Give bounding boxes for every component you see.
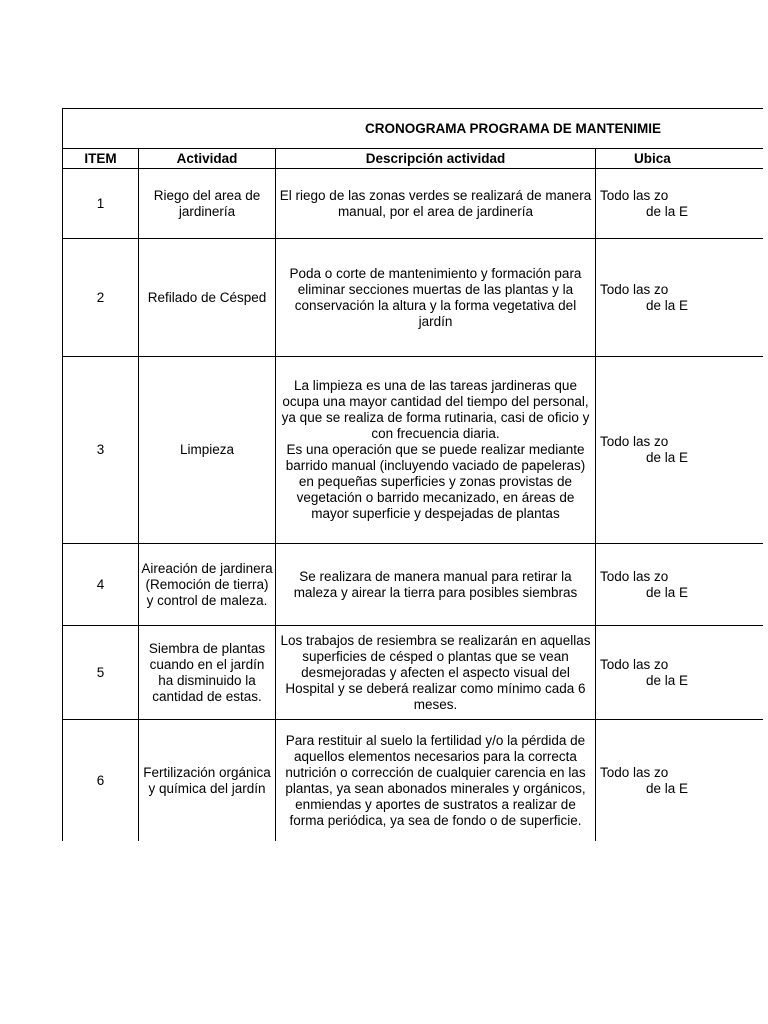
location-line: de la E bbox=[646, 203, 689, 219]
location-cell bbox=[596, 544, 763, 626]
header-location: Ubica bbox=[596, 149, 763, 169]
location-line: de la E bbox=[646, 672, 689, 688]
header-activity: Actividad bbox=[139, 149, 276, 169]
description-cell: Poda o corte de mantenimiento y formación para eliminar secciones muertas de las plantas y la conservación la altura y la forma vegetativa del jardín bbox=[276, 239, 596, 357]
description-paragraph: Es una operación que se puede realizar mediante barrido manual (incluyendo vaciado de papeleras) en pequeñas superficies y zonas provistas de vegetación o barrido mecanizado, en áreas de mayor superficie y despejadas de plantas bbox=[285, 442, 586, 521]
table-row bbox=[63, 357, 763, 544]
location-line: Todo las zo bbox=[600, 434, 669, 449]
activity-cell: Refilado de Césped bbox=[139, 239, 276, 357]
schedule-title: CRONOGRAMA PROGRAMA DE MANTENIMIE bbox=[63, 109, 763, 149]
location-cell bbox=[596, 239, 763, 357]
activity-cell: Siembra de plantas cuando en el jardín ha disminuido la cantidad de estas. bbox=[139, 626, 276, 720]
table-row bbox=[63, 169, 763, 239]
header-row bbox=[63, 149, 763, 169]
maintenance-schedule-table bbox=[62, 108, 763, 841]
activity-cell: Riego del area de jardinería bbox=[139, 169, 276, 239]
location-line: Todo las zo bbox=[600, 281, 669, 297]
location-line: Todo las zo bbox=[600, 656, 669, 672]
location-line: de la E bbox=[646, 584, 689, 600]
spreadsheet-page bbox=[62, 108, 768, 841]
item-number: 6 bbox=[63, 720, 139, 842]
location-line: de la E bbox=[646, 780, 689, 796]
location-line: Todo las zo bbox=[600, 187, 669, 203]
header-item: ITEM bbox=[63, 149, 139, 169]
location-line: de la E bbox=[646, 297, 689, 313]
location-line: Todo las zo bbox=[600, 568, 669, 584]
activity-cell: Fertilización orgánica y química del jardín bbox=[139, 720, 276, 842]
table-row bbox=[63, 626, 763, 720]
location-cell bbox=[596, 357, 763, 544]
description-cell bbox=[276, 357, 596, 544]
activity-cell: Limpieza bbox=[139, 357, 276, 544]
table-row bbox=[63, 544, 763, 626]
description-cell: Para restituir al suelo la fertilidad y/o la pérdida de aquellos elementos necesarios para la correcta nutrición o corrección de cualquier carencia en las plantas, ya sean abonados minerales y orgánicos, enmiendas y aportes de sustratos a realizar de forma periódica, ya sea de fondo o de superficie. bbox=[276, 720, 596, 842]
description-cell: Los trabajos de resiembra se realizarán en aquellas superficies de césped o plantas que se vean desmejoradas y afecten el aspecto visual del Hospital y se deberá realizar como mínimo cada 6 meses. bbox=[276, 626, 596, 720]
table-row bbox=[63, 239, 763, 357]
title-row bbox=[63, 109, 763, 149]
location-cell bbox=[596, 720, 763, 842]
header-description: Descripción actividad bbox=[276, 149, 596, 169]
item-number: 5 bbox=[63, 626, 139, 720]
description-paragraph: La limpieza es una de las tareas jardineras que ocupa una mayor cantidad del tiempo del personal, ya que se realiza de forma rutinaria, casi de oficio y con frecuencia diaria. bbox=[281, 378, 590, 441]
description-cell: Se realizara de manera manual para retirar la maleza y airear la tierra para posibles siembras bbox=[276, 544, 596, 626]
item-number: 3 bbox=[63, 357, 139, 544]
description-cell: El riego de las zonas verdes se realizará de manera manual, por el area de jardinería bbox=[276, 169, 596, 239]
table-row bbox=[63, 720, 763, 842]
activity-cell: Aireación de jardinera (Remoción de tierra) y control de maleza. bbox=[139, 544, 276, 626]
item-number: 1 bbox=[63, 169, 139, 239]
location-line: de la E bbox=[646, 450, 689, 465]
item-number: 2 bbox=[63, 239, 139, 357]
location-line: Todo las zo bbox=[600, 764, 669, 780]
item-number: 4 bbox=[63, 544, 139, 626]
location-cell bbox=[596, 169, 763, 239]
location-cell bbox=[596, 626, 763, 720]
